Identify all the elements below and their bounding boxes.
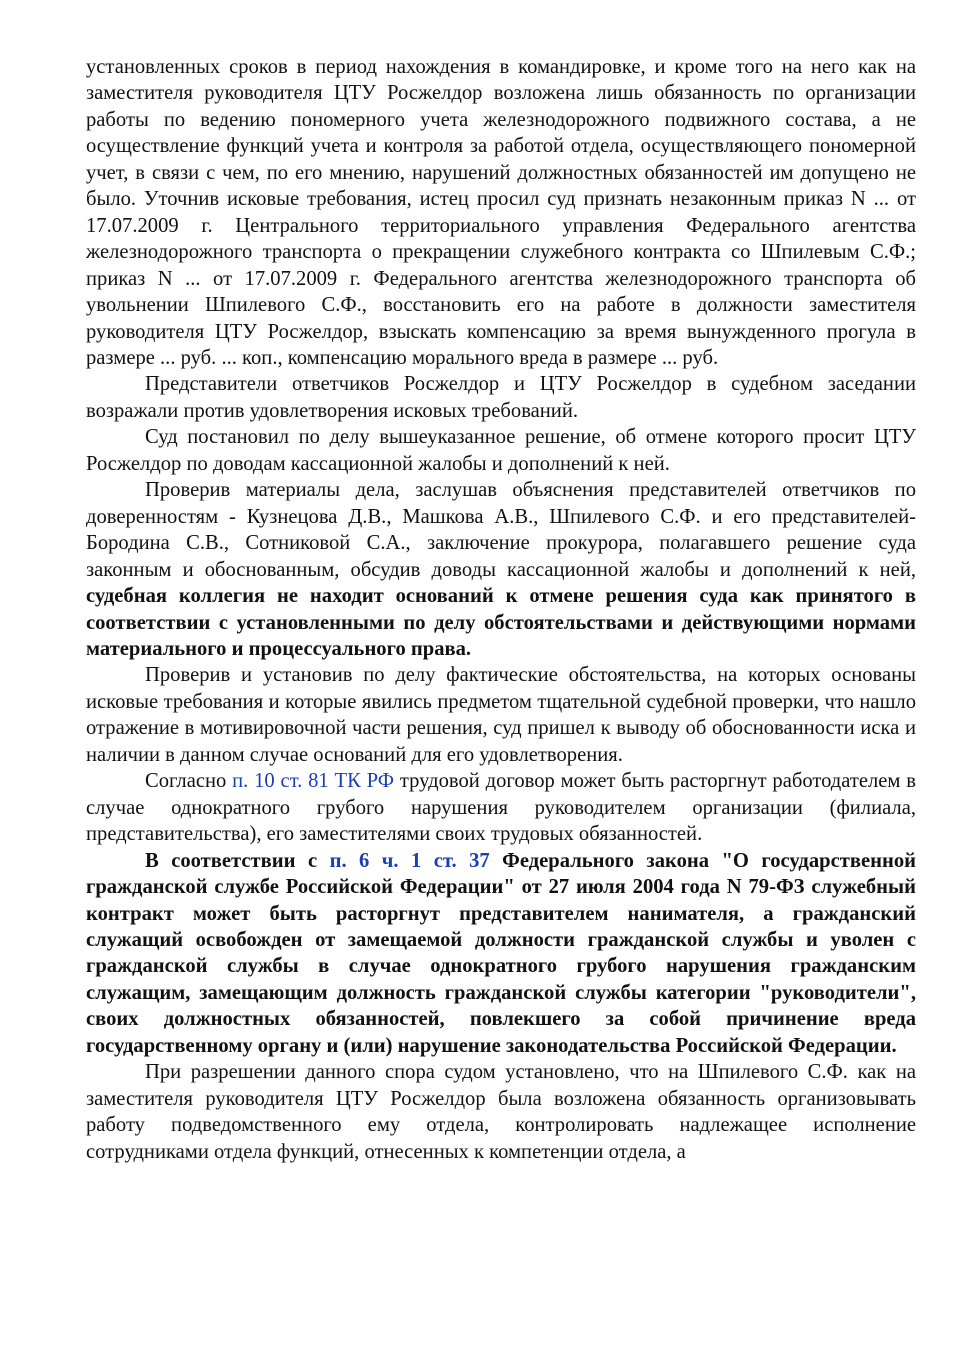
paragraph-text: Согласно	[145, 770, 233, 793]
paragraph-4	[86, 477, 916, 662]
paragraph-text: установленных сроков в период нахождения в командировке, и кроме того на него как на заместителя руководителя ЦТУ Росжелдор возложена лишь обязанность по организации работы по ведению пономерного учета железнодорожного подвижного состава, а не осуществление функций учета и контроля за работой отдела, осуществляющего пономерной учет, в связи с чем, по его мнению, нарушений должностных обязанностей им допущено не было. Уточнив исковые требования, истец просил суд признать незаконным приказ N ... от 17.07.2009 г. Центрального территориального управления Федерального агентства железнодорожного транспорта о прекращении служебного контракта со Шпилевым С.Ф.; приказ N ... от 17.07.2009 г. Федерального агентства железнодорожного транспорта об увольнении Шпилевого С.Ф., восстановить его на работе в должности заместителя руководителя ЦТУ Росжелдор, взыскать компенсацию за время вынужденного прогула в размере ... руб. ... коп., компенсацию морального вреда в размере ... руб.	[86, 56, 916, 369]
paragraph-text: При разрешении данного спора судом установлено, что на Шпилевого С.Ф. как на заместителя руководителя ЦТУ Росжелдор была возложена обязанность организовывать работу подведомственного ему отдела, контролировать надлежащее исполнение сотрудниками отдела функций, отнесенных к компетенции отдела, а	[86, 1061, 916, 1163]
paragraph-1	[86, 54, 916, 371]
paragraph-text: трудовой договор может быть расторгнут работодателем в случае однократного грубого нарушения руководителем организации (филиала, представительства), его заместителями своих трудовых обязанностей.	[86, 770, 916, 846]
paragraph-text: Проверив и установив по делу фактические обстоятельства, на которых основаны исковые требования и которые явились предметом тщательной судебной проверки, что нашло отражение в мотивировочной части решения, суд пришел к выводу об обоснованности иска и наличии в данном случае оснований для его удовлетворения.	[86, 664, 916, 766]
document-page	[86, 54, 916, 1165]
paragraph-7	[86, 848, 916, 1060]
paragraph-text: Суд постановил по делу вышеуказанное решение, об отмене которого просит ЦТУ Росжелдор по доводам кассационной жалобы и дополнений к ней.	[86, 426, 916, 475]
paragraph-5	[86, 662, 916, 768]
paragraph-text-bold: Федерального закона "О государственной гражданской службе Российской Федерации" от 27 июля 2004 года N 79-ФЗ служебный контракт может быть расторгнут представителем нанимателя, а гражданский служащий освобожден от замещаемой должности гражданской службы и уволен с гражданской службы в случае однократного грубого нарушения гражданским служащим, замещающим должность гражданской службы категории "руководители", своих должностных обязанностей, повлекшего за собой причинение вреда государственному органу и (или) нарушение законодательства Российской Федерации.	[86, 849, 916, 1057]
paragraph-8	[86, 1059, 916, 1165]
law-reference-link[interactable]: п. 10 ст. 81 ТК РФ	[232, 770, 395, 793]
paragraph-3	[86, 424, 916, 477]
paragraph-text-bold: В соответствии с	[145, 849, 330, 872]
paragraph-text: Представители ответчиков Росжелдор и ЦТУ Росжелдор в судебном заседании возражали против удовлетворения исковых требований.	[86, 373, 916, 422]
paragraph-6	[86, 768, 916, 847]
paragraph-2	[86, 371, 916, 424]
paragraph-text: Проверив материалы дела, заслушав объяснения представителей ответчиков по доверенностям - Кузнецова Д.В., Машкова А.В., Шпилевого С.Ф. и его представителей- Бородина С.В., Сотниковой С.А., заключение прокурора, полагавшего решение суда законным и обоснованным, обсудив доводы кассационной жалобы и дополнений к ней,	[86, 479, 916, 581]
law-reference-link[interactable]: п. 6 ч. 1 ст. 37	[329, 849, 490, 872]
court-conclusion-bold: судебная коллегия не находит оснований к отмене решения суда как принятого в соответствии с установленными по делу обстоятельствами и действующими нормами материального и процессуального права.	[86, 585, 916, 660]
